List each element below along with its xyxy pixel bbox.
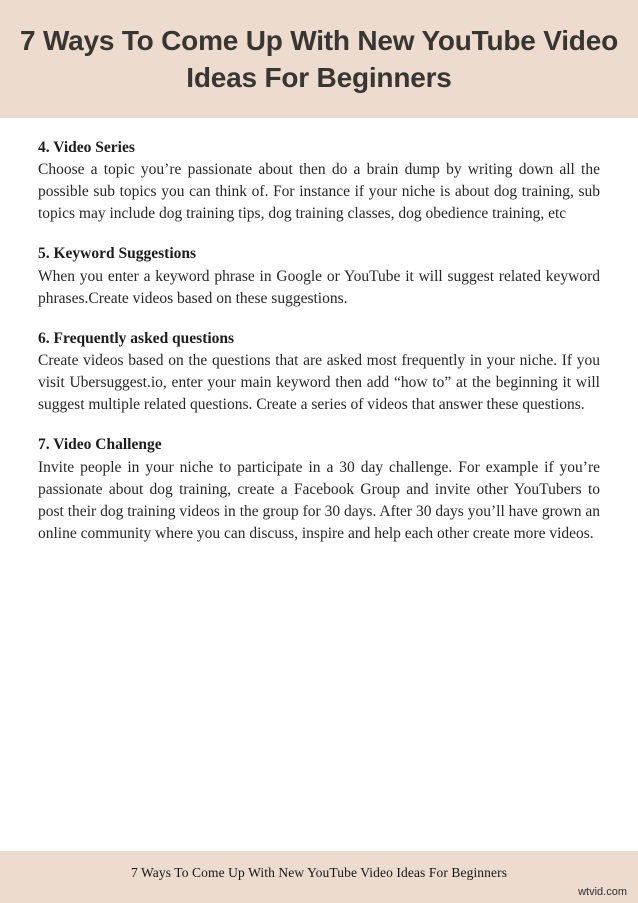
section-heading: 7. Video Challenge — [38, 436, 162, 454]
section-body: Create videos based on the questions that are asked most frequently in your niche. If you visit Ubersuggest.io, enter your main keyword then add “how to” at the beginning it will suggest multiple related questions. Create a series of videos that answer these questions. — [38, 352, 600, 414]
footer-band — [0, 851, 638, 903]
section-heading: 6. Frequently asked questions — [38, 329, 235, 347]
footer-title: 7 Ways To Come Up With New YouTube Video Ideas For Beginners — [130, 865, 508, 880]
content-section — [38, 138, 600, 225]
section-heading: 4. Video Series — [38, 139, 135, 156]
watermark: wtvid.com — [578, 886, 627, 898]
header-band — [0, 0, 638, 118]
section-body: Choose a topic you’re passionate about then do a brain dump by writing down all the possible sub topics you can think of. For instance if your niche is about dog training, sub topics may include dog training tips, dog training classes, dog obedience training, etc — [38, 161, 600, 223]
page-title: 7 Ways To Come Up With New YouTube Video Ideas For Beginners — [20, 24, 618, 93]
section-heading: 5. Keyword Suggestions — [38, 245, 197, 263]
section-body: Invite people in your niche to participate in a 30 day challenge. For example if you’re passionate about dog training, create a Facebook Group and invite other YouTubers to post their dog training videos in the group for 30 days. After 30 days you’ll have grown an online community where you can discuss, inspire and help each other create more videos. — [38, 458, 600, 542]
slide-content — [0, 118, 638, 851]
content-section — [38, 329, 600, 416]
content-section — [38, 244, 600, 309]
section-body: When you enter a keyword phrase in Google or YouTube it will suggest related keyword phrases.Create videos based on these suggestions. — [38, 267, 600, 307]
content-section — [38, 435, 600, 544]
